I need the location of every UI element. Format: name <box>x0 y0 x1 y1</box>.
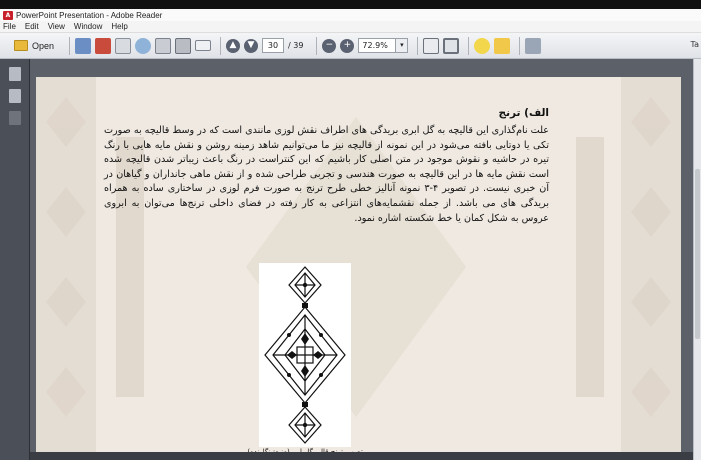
title-bar <box>0 9 701 21</box>
comment-icon <box>474 38 490 54</box>
menu-file[interactable]: File <box>3 22 16 31</box>
open-button[interactable] <box>8 37 60 55</box>
edit-button[interactable] <box>115 37 131 55</box>
vertical-scrollbar[interactable] <box>693 59 701 460</box>
window-title: PowerPoint Presentation - Adobe Reader <box>16 10 163 20</box>
previous-page-button[interactable] <box>226 37 240 55</box>
minus-icon: − <box>322 39 336 53</box>
text-block <box>104 107 549 226</box>
chevron-down-icon[interactable]: ▾ <box>396 38 408 53</box>
zoom-in-button[interactable] <box>340 37 354 55</box>
zoom-level[interactable]: 72.9% <box>358 38 396 53</box>
toolbar <box>0 33 701 59</box>
top-edge-bar <box>0 0 701 9</box>
next-page-button[interactable] <box>244 37 258 55</box>
scrollbar-thumb[interactable] <box>695 169 700 339</box>
toolbar-separator <box>417 37 418 55</box>
toranj-motif-figure <box>259 263 351 447</box>
document-viewport[interactable] <box>30 59 693 460</box>
toolbar-separator <box>316 37 317 55</box>
motif-drawing <box>259 263 351 447</box>
adobe-reader-icon: A <box>3 11 13 20</box>
combine-icon <box>95 38 111 54</box>
menu-view[interactable]: View <box>47 22 65 31</box>
edit-icon <box>115 38 131 54</box>
toolbar-separator <box>220 37 221 55</box>
sign-icon <box>525 38 541 54</box>
navigation-pane <box>0 59 30 460</box>
plus-icon: + <box>340 39 354 53</box>
page-number-input[interactable]: 30 <box>262 38 284 53</box>
zoom-out-button[interactable] <box>322 37 336 55</box>
menu-bar <box>0 21 701 33</box>
bottom-bar <box>30 452 693 460</box>
page-total: / 39 <box>288 41 304 50</box>
page-thumbnails-icon[interactable] <box>9 67 21 81</box>
fit-page-icon <box>443 38 459 54</box>
tools-tab-label[interactable]: Ta <box>690 40 699 49</box>
create-pdf-icon <box>75 38 91 54</box>
fit-page-button[interactable] <box>443 37 459 55</box>
body-paragraph: علت نام‌گذاری این قالیچه به گل ابری بریدگی های اطراف نقش لوزی مانندی است که در وسط قالیچه به صورت تکی یا دوتایی بافته می‌شود در این نمونه از قالیچه نیز ما می‌توانیم شاهد زمینه روشن و نقش مایه هایی با رنگ تیره در حاشیه و نقوش موجود در متن اصلی کار باشیم که این کنتراست در رنگ باعث زیباتر شدن قالیچه شده است نقش مایه ها در این قالیچه به صورت هندسی و تجربی طراحی شده و از نقش ماهی جانداران و گیاهان در آن خبری نیست. در تصویر ۴-۳ نمونه آنالیز خطی طرح ترنج به صورت فرم لوزی در ساختاری ساده به همراه بریدگی های می باشد. از جمله نقشمایه‌های انتزاعی به کار رفته در فضای داخلی ترنج‌ها می‌توان به ابروی عروس به شکل کمان یا خط شکسته اشاره نمود. <box>104 125 550 224</box>
highlight-button[interactable] <box>494 37 510 55</box>
open-label: Open <box>31 40 55 51</box>
create-pdf-button[interactable] <box>75 37 91 55</box>
arrow-down-icon: ▼ <box>244 39 258 53</box>
sign-button[interactable] <box>525 37 541 55</box>
save-button[interactable] <box>155 37 171 55</box>
share-icon <box>135 38 151 54</box>
bookmarks-icon[interactable] <box>9 89 21 103</box>
toolbar-separator <box>519 37 520 55</box>
zoom-select[interactable] <box>358 37 408 55</box>
toolbar-separator <box>468 37 469 55</box>
save-icon <box>155 38 171 54</box>
menu-window[interactable]: Window <box>73 22 103 31</box>
arrow-up-icon: ▲ <box>226 39 240 53</box>
page-number-field[interactable] <box>262 37 307 55</box>
email-button[interactable] <box>195 37 211 55</box>
fit-width-button[interactable] <box>423 37 439 55</box>
fit-width-icon <box>423 38 439 54</box>
toolbar-separator <box>69 37 70 55</box>
attachments-icon[interactable] <box>9 111 21 125</box>
share-button[interactable] <box>135 37 151 55</box>
menu-help[interactable]: Help <box>111 22 128 31</box>
print-icon <box>175 38 191 54</box>
folder-icon <box>14 40 28 51</box>
highlight-icon <box>494 38 510 54</box>
combine-button[interactable] <box>95 37 111 55</box>
comment-button[interactable] <box>474 37 490 55</box>
email-icon <box>195 40 211 51</box>
section-heading: الف) ترنج <box>498 107 549 119</box>
print-button[interactable] <box>175 37 191 55</box>
pdf-page <box>36 77 681 460</box>
menu-edit[interactable]: Edit <box>24 22 39 31</box>
